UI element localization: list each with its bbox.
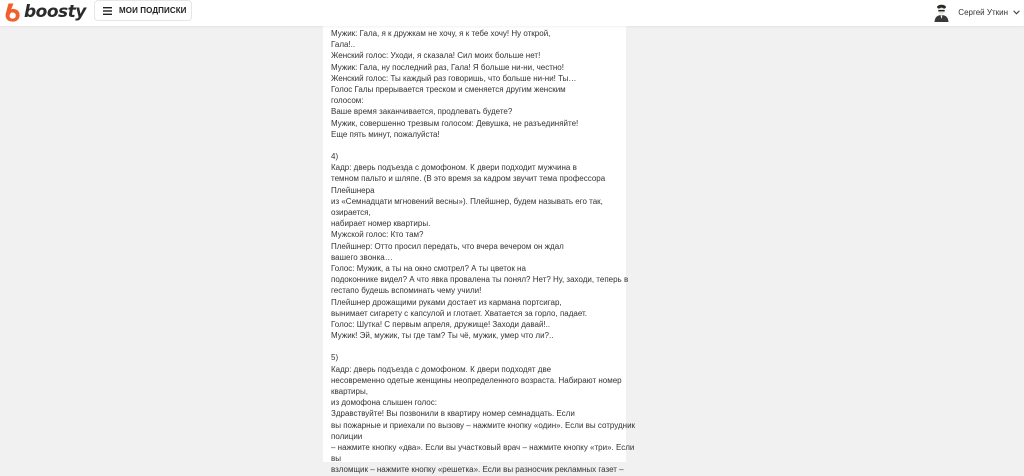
user-avatar <box>933 3 950 22</box>
post-text-line: Голос: Шутка! С первым апреля, дружище! Заходи давай!.. <box>331 319 551 329</box>
post-text-line: взломщик – нажмите кнопку «решетка». Если вы разносчик рекламных газет – <box>331 465 624 475</box>
post-text-line: Женский голос: Ты каждый раз говоришь, что больше ни-ни! Ты… <box>331 73 577 83</box>
chevron-down-icon <box>1013 10 1020 15</box>
post-text-line: Женский голос: Уходи, я сказала! Сил моих больше нет! <box>331 51 541 61</box>
post-text-line: Здравствуйте! Вы позвонили в квартиру номер семнадцать. Если <box>331 409 575 419</box>
post-text-line: Мужской голос: Кто там? <box>331 230 424 240</box>
post-text-line: подоконнике видел? А что явка провалена ты понял? Нет? Ну, заходи, теперь в <box>331 275 629 285</box>
my-subscriptions-button[interactable] <box>94 0 192 21</box>
post-text-line: полиции <box>331 431 363 441</box>
post-text-line: Плейшнера <box>331 185 375 195</box>
post-text-line: Мужик! Эй, мужик, ты где там? Ты чё, мужик, умер что ли?.. <box>331 331 554 341</box>
user-menu[interactable] <box>933 2 1020 22</box>
top-bar <box>0 0 1024 26</box>
post-text <box>323 22 636 476</box>
post-text-line: несовременно одетые женщины неопределенного возраста. Набирают номер <box>331 375 622 385</box>
post-text-line: набирает номер квартиры. <box>331 219 431 229</box>
post-text-line: квартиры, <box>331 387 368 396</box>
boosty-flame-icon <box>4 3 21 22</box>
post-text-line: из домофона слышен голос: <box>331 398 437 408</box>
post-text-line: 4) <box>331 152 339 162</box>
post-text-line: вы <box>331 454 341 464</box>
post-text-line: Плейшнер: Отто просил передать, что вчера вечером он ждал <box>331 241 564 251</box>
user-name: Сергей Уткин <box>958 7 1008 17</box>
post-text-line: темном пальто и шляпе. (В это время за кадром звучит тема профессора <box>331 174 606 184</box>
post-text-line: Еще пять минут, пожалуйста! <box>331 129 440 139</box>
post-text-line: вы пожарные и приехали по вызову – нажмите кнопку «один». Если вы сотрудник <box>331 420 636 430</box>
boosty-logo[interactable] <box>4 2 86 22</box>
post-text-line <box>331 341 626 352</box>
post-text-line: вашего звонка… <box>331 252 393 262</box>
post-content <box>323 22 636 475</box>
post-text-line: 5) <box>331 353 339 363</box>
post-text-line: Кадр: дверь подъезда с домофоном. К двери подходят две <box>331 364 552 374</box>
post-text-line: озирается, <box>331 208 371 217</box>
menu-icon <box>103 7 112 15</box>
post-text-line: Кадр: дверь подъезда с домофоном. К двери подходит мужчина в <box>331 163 577 173</box>
post-text-line: Ваше время заканчивается, продлевать будете? <box>331 107 513 117</box>
post-text-line: Мужик, совершенно трезвым голосом: Девушка, не разъединяйте! <box>331 118 579 128</box>
post-text-line: голосом: <box>331 96 364 106</box>
post-text-line: из «Семнадцати мгновений весны»). Плейшнер, будем называть его так, <box>331 196 603 206</box>
post-text-line: Мужик: Гала, ну последний раз, Гала! Я больше ни-ни, честно! <box>331 62 564 72</box>
post-text-line: гестапо будешь вспоминать чему учили! <box>331 286 482 296</box>
post-text-line: Голос: Мужик, а ты на окно смотрел? А ты цветок на <box>331 263 526 273</box>
post-text-line: Голос Галы прерывается треском и сменяется другим женским <box>331 84 566 94</box>
logo-text: boosty <box>24 2 86 22</box>
post-text-line: – нажмите кнопку «два». Если вы участковый врач – нажмите кнопку «три». Если <box>331 442 635 452</box>
post-text-line: вынимает сигарету с капсулой и глотает. Хватается за горло, падает. <box>331 308 588 318</box>
post-text-line: Гала!.. <box>331 40 356 50</box>
my-subscriptions-label: МОИ ПОДПИСКИ <box>119 6 187 15</box>
post-text-line: Мужик: Гала, я к дружкам не хочу, я к тебе хочу! Ну открой, <box>331 29 551 38</box>
post-text-line <box>331 140 626 151</box>
post-text-line: Плейшнер дрожащими руками достает из кармана портсигар, <box>331 297 562 307</box>
